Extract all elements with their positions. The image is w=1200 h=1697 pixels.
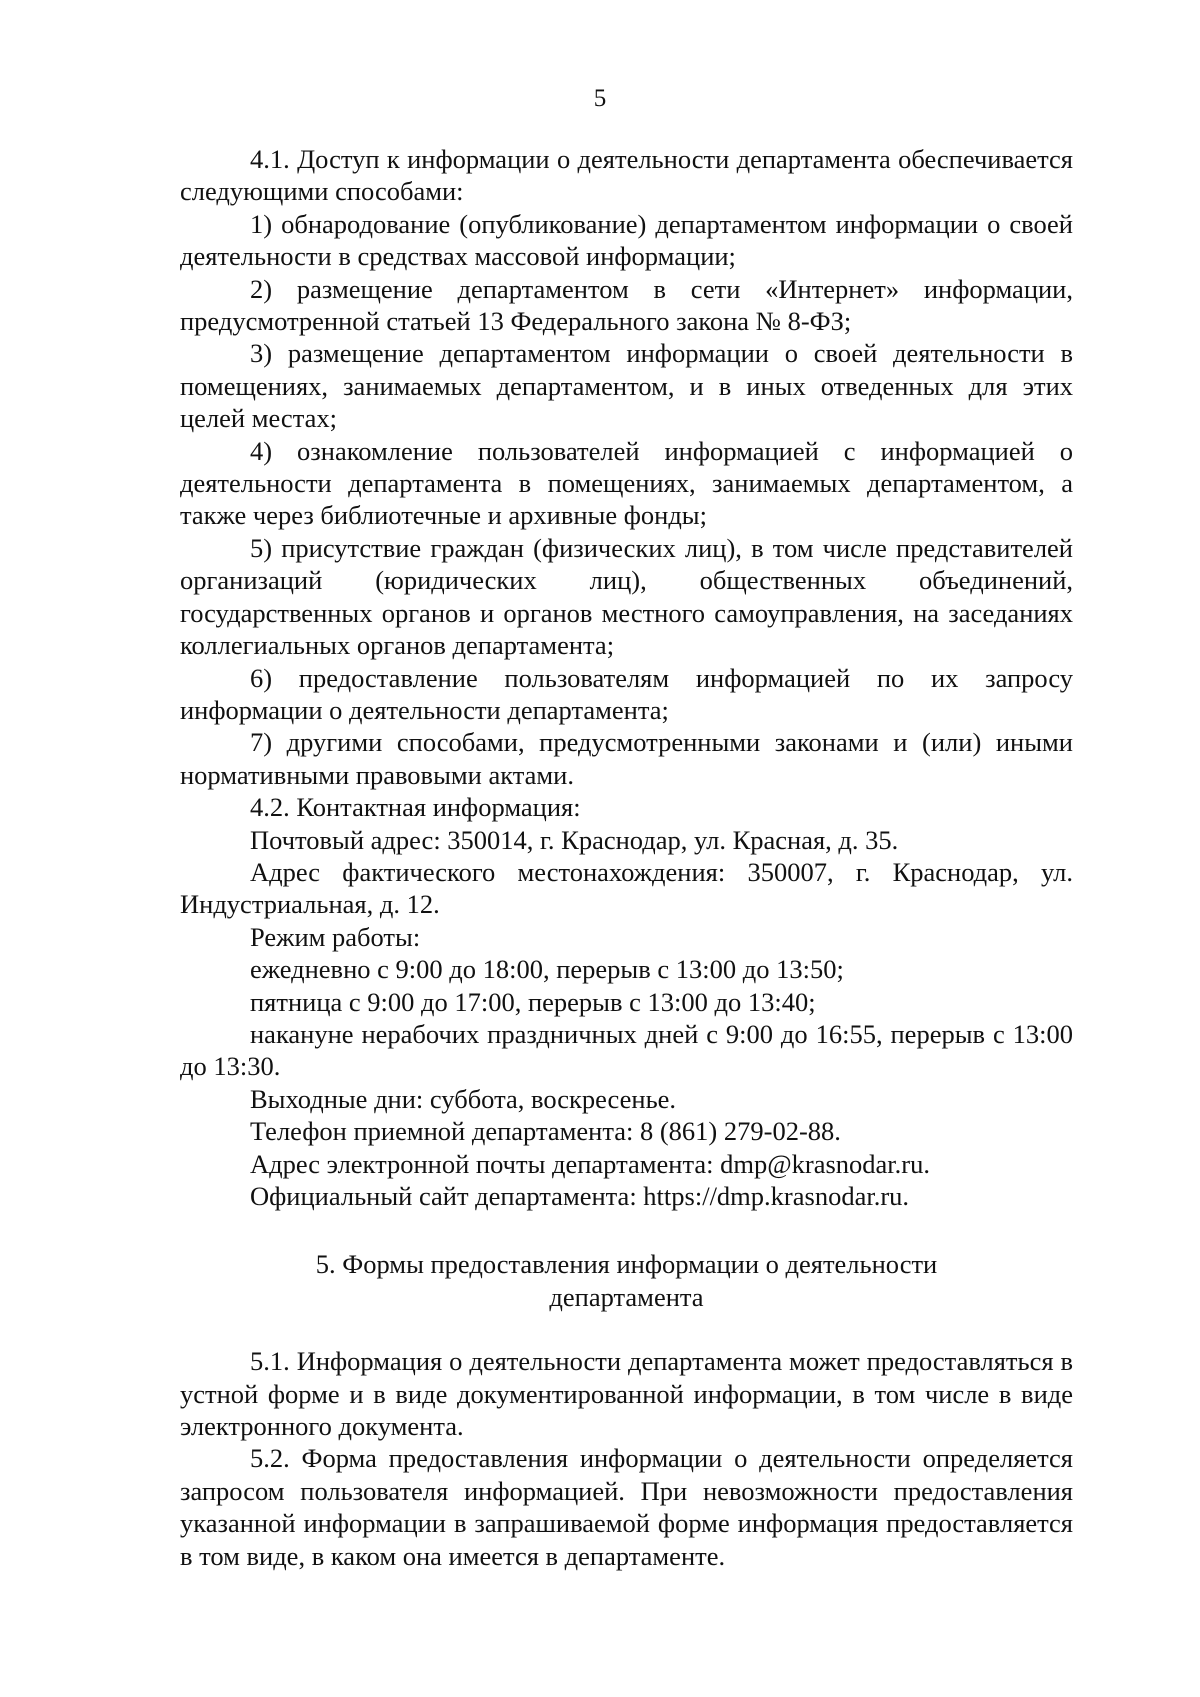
paragraph-5-2: 5.2. Форма предоставления информации о деятельности определяется запросом пользователя информацией. При невозможности предоставления указанной информации в запрашиваемой форме информация предоставляется в том виде, в каком она имеется в департаменте. xyxy=(180,1443,1073,1571)
list-item-3: 3) размещение департаментом информации о своей деятельности в помещениях, занимаемых департаментом, и в иных отведенных для этих целей местах; xyxy=(180,338,1073,434)
actual-address: Адрес фактического местонахождения: 350007, г. Краснодар, ул. Индустриальная, д. 12. xyxy=(180,856,1073,920)
list-item-1: 1) обнародование (опубликование) департаментом информации о своей деятельности в средствах массовой информации; xyxy=(180,208,1073,272)
schedule-friday: пятница с 9:00 до 17:00, перерыв с 13:00 до 13:40; xyxy=(250,986,816,1017)
page-number: 5 xyxy=(593,85,607,112)
section-5-heading-line-1: 5. Формы предоставления информации о деятельности xyxy=(315,1249,938,1280)
reception-phone: Телефон приемной департамента: 8 (861) 279-02-88. xyxy=(250,1116,841,1147)
schedule-holiday: накануне нерабочих праздничных дней с 9:00 до 16:55, перерыв с 13:00 до 13:30. xyxy=(180,1018,1073,1082)
postal-address: Почтовый адрес: 350014, г. Краснодар, ул. Красная, д. 35. xyxy=(250,824,899,855)
schedule-title: Режим работы: xyxy=(250,921,421,952)
list-item-4: 4) ознакомление пользователей информацией с информацией о деятельности департамента в помещениях, занимаемых департаментом, а также через библиотечные и архивные фонды; xyxy=(180,435,1073,531)
list-item-5: 5) присутствие граждан (физических лиц), в том числе представителей организаций (юридических лиц), общественных объединений, государственных органов и органов местного самоуправления, на заседаниях коллегиальных органов департамента; xyxy=(180,532,1073,661)
schedule-daily: ежедневно с 9:00 до 18:00, перерыв с 13:00 до 13:50; xyxy=(250,954,844,985)
list-item-2: 2) размещение департаментом в сети «Интернет» информации, предусмотренной статьей 13 Федерального закона № 8-ФЗ; xyxy=(180,273,1073,337)
days-off: Выходные дни: суббота, воскресенье. xyxy=(250,1083,677,1114)
paragraph-5-1: 5.1. Информация о деятельности департамента может предоставляться в устной форме и в виде документированной информации, в том числе в виде электронного документа. xyxy=(180,1346,1073,1442)
paragraph-4-2: 4.2. Контактная информация: xyxy=(250,792,581,823)
paragraph-4-1: 4.1. Доступ к информации о деятельности департамента обеспечивается следующими способами: xyxy=(180,144,1073,207)
list-item-6: 6) предоставление пользователям информацией по их запросу информации о деятельности департамента; xyxy=(180,662,1073,725)
section-5-heading xyxy=(180,1248,1073,1313)
section-5-heading-line-2: департамента xyxy=(549,1281,704,1312)
email-address: Адрес электронной почты департамента: dmp@krasnodar.ru. xyxy=(250,1148,930,1179)
list-item-7: 7) другими способами, предусмотренными законами и (или) иными нормативными правовыми актами. xyxy=(180,727,1073,790)
official-website: Официальный сайт департамента: https://dmp.krasnodar.ru. xyxy=(250,1181,910,1211)
document-body xyxy=(180,143,1073,1572)
